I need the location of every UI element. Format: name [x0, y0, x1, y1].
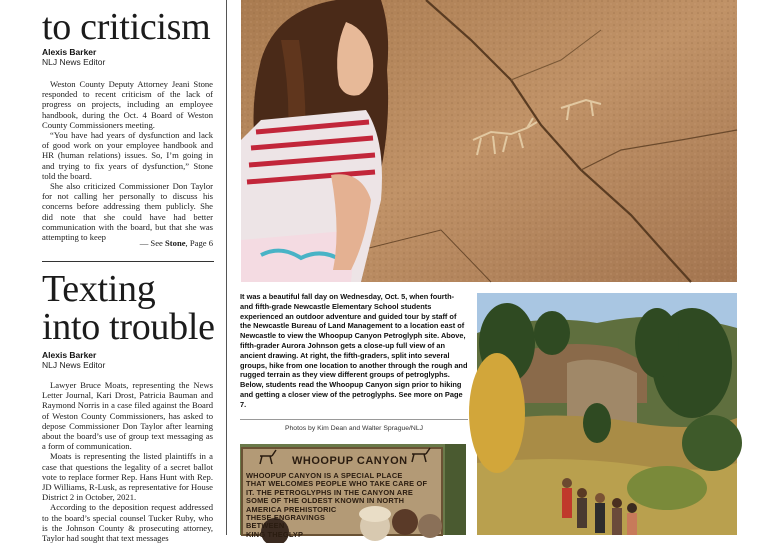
- story2-paragraph: Moats is representing the listed plaintiffs in a case that questions the legality of a secret ballot vote to replace former Rep. Hans Hunt with Rep. JD Williams, R-Lusk, as representative for House District 2 in October, 2021.: [42, 451, 213, 503]
- petroglyph-photo-art: [241, 0, 737, 282]
- photo-caption: It was a beautiful fall day on Wednesday, Oct. 5, when fourth- and fifth-grade Newcastle Elementary School students experienced an outdoor adventure and guided tour by staff of the Newcastle Bureau of Land Management to a location east of Newcastle to view the Whoopup Canyon Petroglyph site. Above, fifth-grader Aurora Johnson gets a close-up full view of an ancient drawing. At right, the fifth-graders, split into several groups, hike from one location to another through the rough and rugged terrain as they view different groups of petroglyphs. Below, students read the Whoopup Canyon sign prior to hiking and getting a closer view of the petroglyphs. See more on Page 7.: [240, 292, 468, 409]
- story2-paragraph: Lawyer Bruce Moats, representing the News Letter Journal, Kari Drost, Patricia Bauman and Raymond Norris in a case filed against the Board of Weston County Commissioners, has asked to depose Commissioner Don Taylor after learning about the board’s use of group text messaging as a form of communication.: [42, 380, 213, 452]
- jump-page: , Page 6: [185, 238, 213, 248]
- caption-rule: [240, 419, 468, 420]
- story1-jump-line[interactable]: [42, 238, 213, 248]
- column-divider: [226, 0, 227, 535]
- photo-credit: Photos by Kim Dean and Walter Sprague/NLJ: [284, 425, 424, 432]
- sign-line: THESE ENGRAVINGS: [246, 513, 326, 523]
- sign-line: BETWEEN: [246, 521, 285, 531]
- sign-line: THAT WELCOMES PEOPLE WHO TAKE CARE OF: [246, 479, 428, 489]
- petroglyph-photo: [241, 0, 737, 282]
- story1-paragraph: Weston County Deputy Attorney Jeani Stone responded to recent criticism of the lack of progress on projects, including an employee handbook, during the Oct. 4 Board of Weston County Commissioners meeting.: [42, 79, 213, 130]
- sign-line: IT. THE PETROGLYPHS IN THE CANYON ARE: [246, 487, 413, 497]
- sign-line: WHOOPUP CANYON IS A SPECIAL PLACE: [246, 471, 403, 480]
- sign-line: KING THEGLYP: [246, 529, 304, 539]
- story1-paragraph: She also criticized Commissioner Don Taylor for not calling her personally to discuss his concerns before addressing them publicly. She did note that she could have had better communication with the board, but that she was attempting to keep: [42, 181, 213, 243]
- jump-name: Stone: [165, 238, 186, 248]
- story2-headline-line2: into trouble: [42, 306, 215, 348]
- story1-headline: to criticism: [42, 6, 211, 48]
- story1-role: NLJ News Editor: [42, 57, 106, 67]
- story-divider: [42, 261, 214, 262]
- hiking-photo-art: [477, 293, 737, 535]
- story1-paragraph: “You have had years of dysfunction and lack of good work on your employee handbook and HR (human relations) issues. So, I’m going in and trying to fix years of dysfunction,” Stone told the board.: [42, 130, 213, 181]
- story1-byline: Alexis Barker: [42, 47, 97, 57]
- sign-text: [246, 471, 442, 539]
- sign-title: WHOOPUP CANYON: [292, 455, 408, 467]
- story2-role: NLJ News Editor: [42, 360, 106, 370]
- sign-line: AMERICA PREHISTORIC: [246, 504, 337, 514]
- story2-body: [42, 380, 213, 543]
- sign-line: SOME OF THE OLDEST KNOWN IN NORTH: [246, 496, 405, 506]
- story2-byline: Alexis Barker: [42, 350, 97, 360]
- hiking-photo: [477, 293, 737, 535]
- story2-paragraph: According to the deposition request addressed to the board’s special counsel Tucker Ruby, who is the Johnson County & prosecuting attorney, Taylor had sought that text messages: [42, 502, 213, 543]
- story2-headline-line1: Texting: [42, 268, 156, 310]
- jump-prefix: — See: [139, 238, 163, 248]
